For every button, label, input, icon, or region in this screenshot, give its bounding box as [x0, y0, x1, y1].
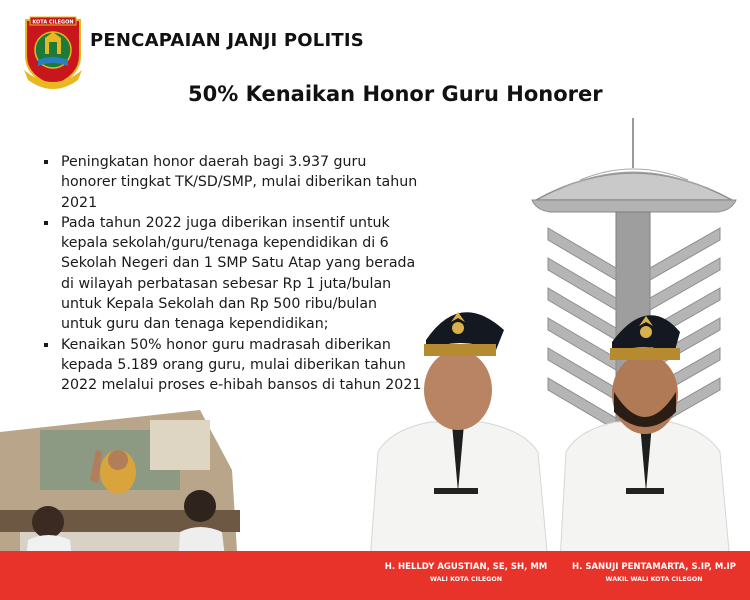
bullet-line: honorer tingkat TK/SD/SMP, mulai diberikan tahun	[61, 174, 418, 191]
official-role: WAKIL WALI KOTA CILEGON	[605, 576, 703, 583]
bullet-line: 2022 melalui proses e-hibah bansos di tahun 2021	[61, 377, 422, 394]
bullet-line: Kenaikan 50% honor guru madrasah diberikan	[61, 336, 391, 353]
bullet-marker	[44, 160, 48, 164]
bullet-line: untuk Kepala Sekolah dan Rp 500 ribu/bulan	[61, 296, 378, 313]
bullet-line: Peningkatan honor daerah bagi 3.937 guru	[61, 154, 367, 170]
bullet-line: kepala sekolah/guru/tenaga kependidikan di 6	[61, 235, 389, 252]
logo-text: KOTA CILEGON	[32, 19, 74, 26]
bullet-marker	[44, 221, 48, 225]
bullet-marker	[44, 343, 48, 347]
bullet-line: untuk guru dan tenaga kependidikan;	[61, 316, 329, 333]
official-name: H. HELLDY AGUSTIAN, SE, SH, MM	[384, 562, 548, 572]
bullet-line: kepada 5.189 orang guru, mulai diberikan tahun	[61, 356, 406, 373]
official-name: H. SANUJI PENTAMARTA, S.IP, M.IP	[572, 562, 736, 572]
main-title: 50% Kenaikan Honor Guru Honorer	[188, 82, 603, 106]
bullet-line: Pada tahun 2022 juga diberikan insentif untuk	[61, 214, 390, 231]
bullet-line: di wilayah perbatasan sebesar Rp 1 juta/bulan	[61, 275, 392, 292]
bullet-line: Sekolah Negeri dan 1 SMP Satu Atap yang berada	[61, 255, 416, 272]
bullet-item	[44, 152, 436, 213]
bullet-line: 2021	[61, 194, 98, 211]
kota-cilegon-logo	[18, 14, 88, 90]
header-title: PENCAPAIAN JANJI POLITIS	[90, 30, 364, 51]
officials-photo	[370, 292, 750, 562]
official-role: WALI KOTA CILEGON	[430, 576, 502, 583]
